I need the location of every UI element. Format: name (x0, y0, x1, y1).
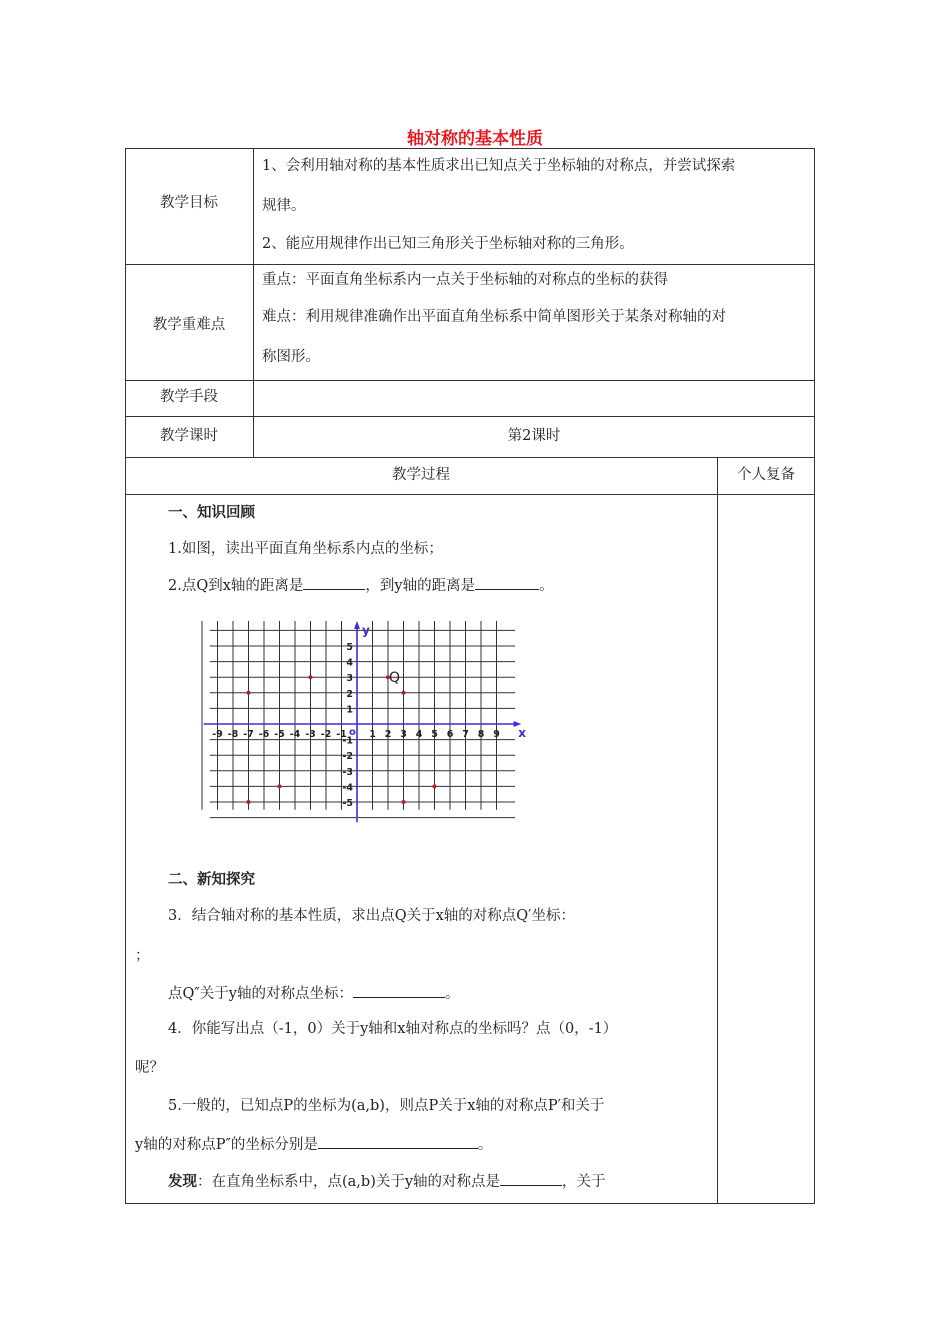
section-explore-heading: 二、新知探究 (168, 871, 255, 888)
y-tick-label: 1 (346, 704, 353, 716)
question-2-part-a: 2.点Q到x轴的距离是 (168, 578, 304, 594)
question-3-line-3 (168, 982, 460, 1003)
process-header: 教学过程 (392, 467, 450, 483)
row-divider (125, 380, 815, 381)
y-tick-label: 4 (346, 657, 353, 669)
x-tick-label: 4 (415, 729, 423, 740)
x-tick-label: -3 (305, 729, 316, 740)
x-tick-label: -6 (258, 729, 270, 740)
x-tick-label: 9 (493, 729, 500, 740)
data-point (247, 691, 251, 695)
discovery-label: 发现 (168, 1173, 197, 1190)
key-points-label: 教学重难点 (152, 317, 226, 333)
row-divider (125, 416, 815, 417)
x-axis-label: x (518, 726, 526, 740)
key-point-line-3: 称图形。 (262, 349, 320, 365)
key-point-line-1: 重点：平面直角坐标系内一点关于坐标轴的对称点的坐标的获得 (262, 272, 668, 288)
answer-blank[interactable] (318, 1134, 478, 1149)
x-tick-label: 1 (369, 729, 376, 740)
column-divider (253, 148, 254, 457)
objectives-label: 教学目标 (160, 195, 218, 211)
answer-blank[interactable] (303, 575, 365, 590)
y-tick-label: 2 (346, 688, 353, 700)
hours-value: 第2课时 (507, 428, 561, 444)
question-5-part-c: 。 (477, 1137, 493, 1153)
point-label-q: Q (389, 670, 401, 687)
y-tick-label: 5 (346, 642, 353, 653)
column-divider (717, 457, 718, 1204)
question-3-line-1: 3．结合轴对称的基本性质，求出点Q关于x轴的对称点Q′坐标： (168, 908, 575, 924)
discovery-line (168, 1170, 606, 1191)
answer-blank[interactable] (475, 575, 539, 590)
y-tick-label: 3 (346, 673, 353, 685)
question-3-part-d: 。 (445, 986, 460, 1002)
review-header: 个人复备 (737, 467, 795, 483)
hours-label: 教学课时 (160, 428, 218, 444)
x-tick-label: -7 (243, 729, 254, 740)
question-5-part-b: y轴的对称点P″的坐标分别是 (135, 1137, 318, 1153)
x-tick-label: -2 (320, 729, 332, 740)
origin-label: o (349, 727, 356, 738)
y-tick-label: -4 (342, 782, 353, 794)
objective-line-2: 规律。 (262, 198, 306, 214)
data-point (278, 784, 282, 788)
row-divider (125, 494, 815, 495)
row-divider (125, 457, 815, 458)
objective-line-1: 1、会利用轴对称的基本性质求出已知点关于坐标轴的对称点，并尝试探索 (262, 158, 736, 174)
section-review-heading: 一、知识回顾 (168, 504, 255, 521)
question-2 (168, 574, 554, 595)
y-tick-label: -1 (342, 735, 353, 747)
x-tick-label: -1 (336, 729, 347, 740)
x-tick-label: 3 (400, 729, 407, 740)
y-axis-arrow-icon (354, 621, 360, 629)
y-tick-label: -2 (342, 751, 353, 763)
question-2-part-c: 。 (539, 578, 554, 594)
x-tick-label: -9 (212, 729, 223, 740)
x-tick-label: -5 (274, 729, 285, 740)
page-title: 轴对称的基本性质 (407, 129, 543, 149)
row-divider (125, 264, 815, 265)
answer-blank[interactable] (500, 1171, 562, 1186)
x-tick-label: 6 (446, 729, 454, 740)
question-1: 1.如图，读出平面直角坐标系内点的坐标； (168, 541, 443, 557)
question-5-line-1: 5.一般的，已知点P的坐标为(a,b)，则点P关于x轴的对称点P′和关于 (168, 1098, 605, 1114)
data-point (402, 691, 406, 695)
x-tick-label: -8 (227, 729, 239, 740)
x-tick-label: -4 (289, 729, 301, 740)
question-3-line-2: ； (135, 948, 150, 964)
means-label: 教学手段 (160, 389, 218, 405)
coordinate-grid-chart (175, 622, 526, 828)
question-3-part-c: 点Q″关于y轴的对称点坐标： (168, 986, 353, 1002)
question-2-part-b: ，到y轴的距离是 (365, 578, 476, 594)
x-tick-label: 8 (477, 729, 485, 740)
question-4-line-2: 呢？ (135, 1060, 164, 1076)
discovery-tail: ，关于 (562, 1174, 606, 1190)
key-point-line-2: 难点：利用规律准确作出平面直角坐标系中简单图形关于某条对称轴的对 (262, 309, 726, 325)
x-tick-label: 5 (431, 729, 438, 740)
discovery-text: ：在直角坐标系中，点(a,b)关于y轴的对称点是 (197, 1174, 501, 1190)
y-tick-label: -3 (342, 766, 353, 778)
y-tick-label: -5 (342, 798, 353, 809)
data-point (309, 675, 313, 679)
answer-blank[interactable] (353, 983, 445, 998)
question-4-line-1: 4．你能写出点（-1，0）关于y轴和x轴对称点的坐标吗？点（0，-1） (168, 1021, 618, 1037)
data-point (402, 800, 406, 804)
question-5-line-2 (135, 1133, 492, 1154)
data-point (247, 800, 251, 804)
objective-line-3: 2、能应用规律作出已知三角形关于坐标轴对称的三角形。 (262, 236, 634, 252)
y-axis-label: y (362, 623, 370, 638)
x-tick-label: 7 (462, 729, 469, 740)
data-point (433, 784, 437, 788)
x-tick-label: 2 (384, 729, 392, 740)
